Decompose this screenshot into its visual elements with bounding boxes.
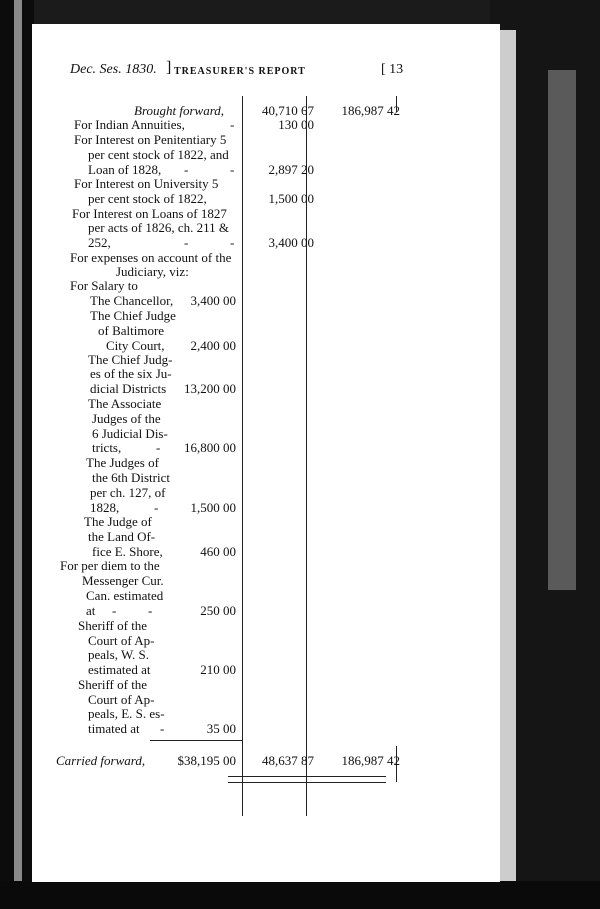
inner-amount: 3,400 00 xyxy=(190,293,236,308)
ledger-line: The Chief Judge xyxy=(90,308,176,323)
ledger-line: For Indian Annuities, xyxy=(74,117,185,132)
ledger-line: Court of Ap- xyxy=(88,633,155,648)
ledger-line: For Interest on Penitentiary 5 xyxy=(74,132,227,147)
ledger-line: estimated at xyxy=(88,662,151,677)
inner-amount: 250 00 xyxy=(200,603,236,618)
ledger-line: - xyxy=(160,721,165,736)
ledger-line: peals, E. S. es- xyxy=(88,706,165,721)
scan-bottom-margin xyxy=(0,881,600,909)
ledger-line: Sheriff of the xyxy=(78,677,148,692)
scan-edge xyxy=(14,0,22,909)
inner-amount: 460 00 xyxy=(200,544,236,559)
ledger-line: 252, xyxy=(88,235,111,250)
page-title: TREASURER'S REPORT xyxy=(174,66,306,77)
ledger-line: For per diem to the xyxy=(60,558,160,573)
ledger-line: the 6th District xyxy=(92,470,170,485)
ledger-line: at xyxy=(86,603,96,618)
scan-left-margin xyxy=(0,0,34,909)
column-amount: 48,637 87 xyxy=(262,753,314,768)
total-amount: 186,987 42 xyxy=(341,753,400,768)
ledger-line: Sheriff of the xyxy=(78,618,148,633)
inner-amount: 2,400 00 xyxy=(190,338,236,353)
ledger-line: Judges of the xyxy=(92,411,161,426)
ledger-line: City Court, xyxy=(106,338,165,353)
ledger-line: Can. estimated xyxy=(86,588,164,603)
document-page xyxy=(32,24,500,882)
ledger-line: 6 Judicial Dis- xyxy=(92,426,168,441)
ledger-line: per cent stock of 1822, and xyxy=(88,147,229,162)
ledger-line: - xyxy=(112,603,117,618)
column-rule-1 xyxy=(242,96,243,816)
inner-amount: 1,500 00 xyxy=(190,500,236,515)
ledger-line: The Judge of xyxy=(84,514,152,529)
total-rule-2 xyxy=(228,782,386,783)
ledger-line: For expenses on account of the xyxy=(70,250,232,265)
total-amount: 186,987 42 xyxy=(341,103,400,118)
ledger-line: The Chief Judg- xyxy=(88,352,173,367)
ledger-line: tricts, xyxy=(92,440,122,455)
total-rule-1 xyxy=(228,776,386,777)
scan-right-margin xyxy=(490,0,600,909)
ledger-line: fice E. Shore, xyxy=(92,544,163,559)
header-bracket: ] xyxy=(166,59,172,76)
column-amount: 1,500 00 xyxy=(268,191,314,206)
ledger-line: timated at xyxy=(88,721,140,736)
ledger-line: the Land Of- xyxy=(88,529,156,544)
ledger-line: The Associate xyxy=(88,396,162,411)
inner-amount: 35 00 xyxy=(206,721,236,736)
ledger-line: - xyxy=(230,162,235,177)
ledger-line: - xyxy=(154,500,159,515)
inner-amount: 13,200 00 xyxy=(184,381,236,396)
ledger-line: es of the six Ju- xyxy=(90,366,172,381)
ledger-line: - xyxy=(184,162,189,177)
ledger-line: per cent stock of 1822, xyxy=(88,191,207,206)
column-amount: 40,710 67 xyxy=(262,103,314,118)
page-number: [ 13 xyxy=(381,62,404,77)
ledger-line: - xyxy=(156,440,161,455)
ledger-line: 1828, xyxy=(90,500,120,515)
ledger-line: Judiciary, viz: xyxy=(116,264,189,279)
ledger-line: dicial Districts xyxy=(90,381,167,396)
ledger-line: of Baltimore xyxy=(98,323,165,338)
ledger-line: - xyxy=(148,603,153,618)
scan-strip-faint xyxy=(548,70,576,590)
inner-amount: 210 00 xyxy=(200,662,236,677)
ledger-line: The Chancellor, xyxy=(90,293,174,308)
inner-amount: 16,800 00 xyxy=(184,440,236,455)
ledger-line: Carried forward, xyxy=(56,753,146,768)
ledger-line: Court of Ap- xyxy=(88,692,155,707)
session-label: Dec. Ses. 1830. xyxy=(70,62,157,77)
ledger-line: Loan of 1828, xyxy=(88,162,162,177)
column-amount: 130 00 xyxy=(278,117,314,132)
scan-strip xyxy=(500,30,516,890)
ledger-line: peals, W. S. xyxy=(88,647,150,662)
ledger-line: For Interest on Loans of 1827 xyxy=(72,206,227,221)
inner-amount: $38,195 00 xyxy=(177,753,236,768)
ledger-line: per acts of 1826, ch. 211 & xyxy=(88,220,230,235)
sum-rule-inner xyxy=(150,740,242,741)
ledger-line: For Salary to xyxy=(70,278,138,293)
ledger-line: - xyxy=(230,235,235,250)
ledger-line: per ch. 127, of xyxy=(90,485,166,500)
ledger-line: Brought forward, xyxy=(134,103,225,118)
ledger-line: Messenger Cur. xyxy=(82,573,164,588)
ledger-line: For Interest on University 5 xyxy=(74,176,219,191)
ledger-line: The Judges of xyxy=(86,455,159,470)
ledger-line: - xyxy=(230,117,235,132)
column-amount: 3,400 00 xyxy=(268,235,314,250)
ledger-line: - xyxy=(184,235,189,250)
column-amount: 2,897 20 xyxy=(268,162,314,177)
